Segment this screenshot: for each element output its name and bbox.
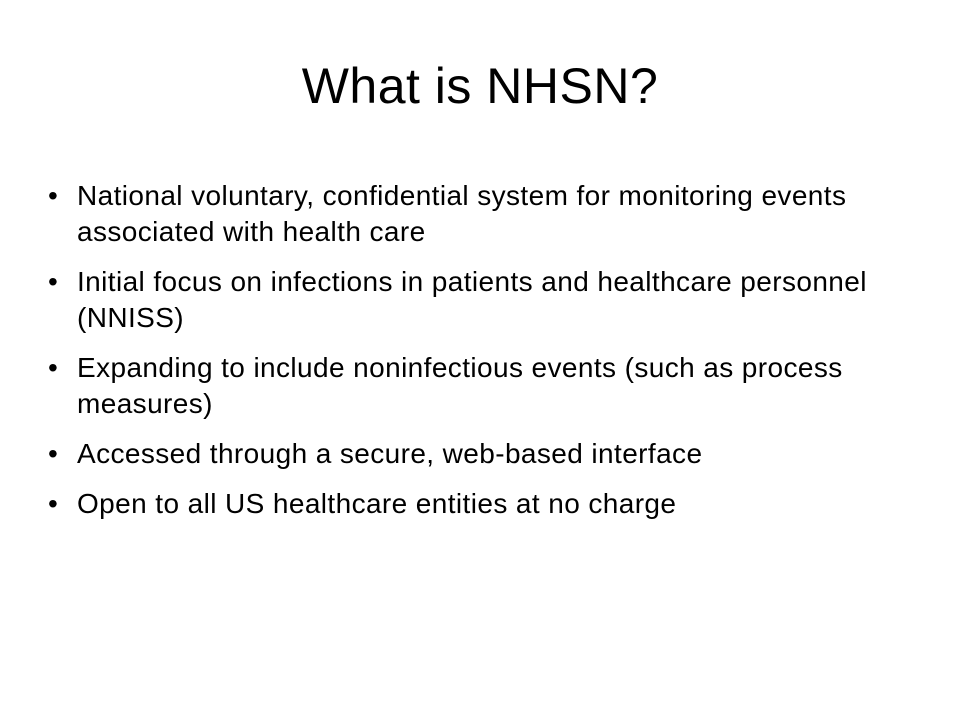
bullet-item xyxy=(0,436,960,472)
slide-title: What is NHSN? xyxy=(301,58,659,114)
bullet-item xyxy=(0,264,960,336)
bullet-item xyxy=(0,178,960,250)
bullet-list xyxy=(0,178,960,536)
bullet-text: Accessed through a secure, web-based interface xyxy=(77,438,703,469)
bullet-item xyxy=(0,350,960,422)
bullet-icon: • xyxy=(48,266,59,297)
bullet-text: Open to all US healthcare entities at no charge xyxy=(77,488,677,519)
bullet-icon: • xyxy=(48,438,59,469)
bullet-icon: • xyxy=(48,352,59,383)
bullet-text: Expanding to include noninfectious events (such as process measures) xyxy=(77,352,843,419)
bullet-text: Initial focus on infections in patients and healthcare personnel (NNISS) xyxy=(77,266,867,333)
bullet-icon: • xyxy=(48,180,59,211)
bullet-icon: • xyxy=(48,488,59,519)
bullet-text: National voluntary, confidential system for monitoring events associated with health care xyxy=(77,180,847,247)
bullet-item xyxy=(0,486,960,522)
